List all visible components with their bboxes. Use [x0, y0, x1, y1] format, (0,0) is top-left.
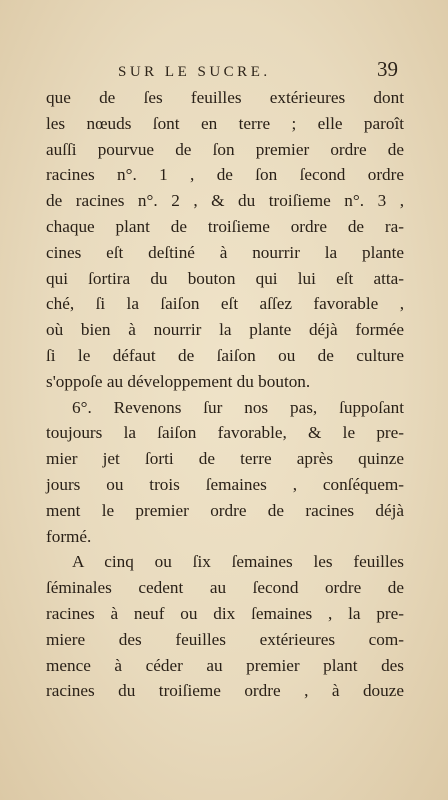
- text-line: formé.: [46, 526, 92, 546]
- text-line: qui ſortira du bouton qui lui eſt atta-: [46, 268, 404, 288]
- text-line: racines du troiſieme ordre , à douze: [46, 681, 404, 701]
- text-line: mence à céder au premier plant des: [46, 655, 404, 675]
- text-line: ché, ſi la ſaiſon eſt aſſez favorable ,: [46, 294, 404, 314]
- text-line: les nœuds ſont en terre ; elle paroît: [46, 113, 404, 133]
- paragraph-start-line: 6°. Revenons ſur nos pas, ſuppoſant: [72, 397, 404, 417]
- running-title: SUR LE SUCRE.: [118, 64, 271, 80]
- body-text: [46, 85, 404, 704]
- text-line: chaque plant de troiſieme ordre de ra-: [46, 216, 404, 236]
- text-line: racines n°. 1 , de ſon ſecond ordre: [46, 165, 404, 185]
- text-line: ment le premier ordre de racines déjà: [46, 500, 404, 520]
- text-line: ſi le défaut de ſaiſon ou de culture: [46, 345, 404, 365]
- text-line: de racines n°. 2 , & du troiſieme n°. 3 ,: [46, 191, 404, 211]
- text-line: que de ſes feuilles extérieures dont: [46, 88, 404, 107]
- paragraph-start-line: A cinq ou ſix ſemaines les feuilles: [72, 552, 404, 572]
- text-line: s'oppoſe au développement du bouton.: [46, 371, 311, 391]
- text-line: auſſi pourvue de ſon premier ordre de: [46, 139, 404, 159]
- text-line: toujours la ſaiſon favorable, & le pre-: [46, 423, 404, 443]
- page-header: [118, 57, 398, 87]
- text-line: cines eſt deſtiné à nourrir la plante: [46, 242, 404, 262]
- text-line: ſéminales cedent au ſecond ordre de: [46, 578, 404, 598]
- text-line: où bien à nourrir la plante déjà formée: [46, 320, 404, 340]
- text-line: racines à neuf ou dix ſemaines , la pre-: [46, 603, 404, 623]
- page-number: 39: [377, 57, 398, 81]
- text-line: miere des feuilles extérieures com-: [46, 629, 404, 649]
- text-line: jours ou trois ſemaines , conſéquem-: [46, 474, 404, 494]
- text-line: mier jet ſorti de terre après quinze: [46, 449, 404, 469]
